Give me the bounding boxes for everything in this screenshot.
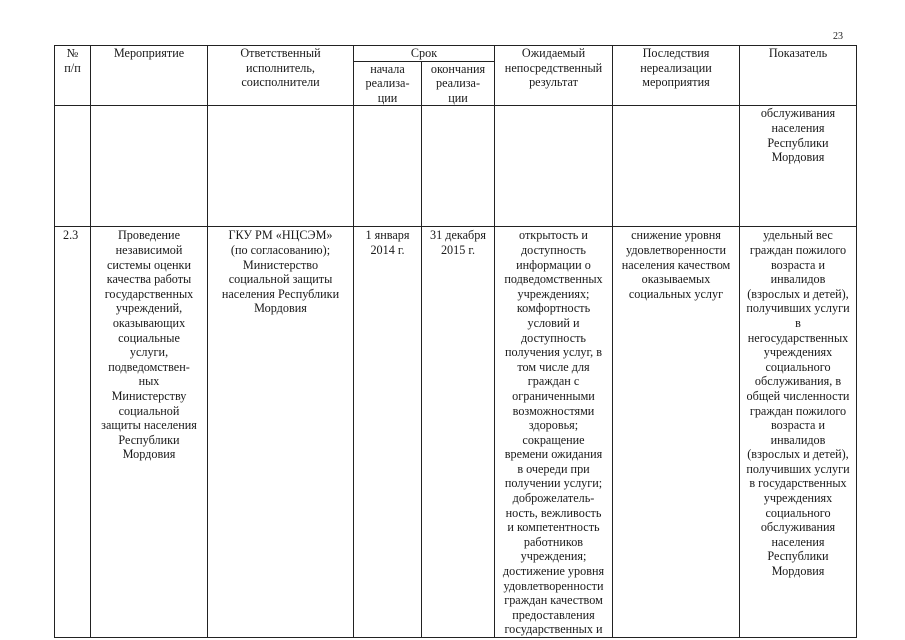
cell-empty [495, 106, 613, 227]
text-line: социальной [118, 403, 180, 418]
text-line: Мордовия [771, 150, 825, 165]
text-line: в очереди при [517, 461, 590, 476]
text-line: ГКУ РМ «НЦСЭМ» [228, 228, 333, 243]
text-line: населения [771, 534, 825, 549]
text-line: государственных и [504, 622, 603, 637]
cell-empty [55, 106, 91, 227]
text-line: учреждений, [115, 301, 183, 316]
text-line: социальные [118, 330, 180, 345]
text-line: защиты населения [101, 418, 197, 433]
cell-num: 2.3 [55, 227, 91, 638]
text-line: Министерство [242, 257, 319, 272]
text-line: получивших услуги [746, 301, 850, 316]
text-line: Мордовия [771, 564, 825, 579]
text-line: получения услуг, в [504, 345, 603, 360]
text-line: ограниченными [512, 388, 595, 403]
text-line: 2014 г. [370, 242, 405, 257]
header-term: Срок [354, 46, 495, 62]
text-line: граждан пожилого [749, 403, 847, 418]
text-line: том числе для [517, 359, 590, 374]
text-line: качества работы [106, 272, 192, 287]
text-line: обслуживания [760, 106, 836, 121]
cell-empty [354, 106, 422, 227]
text-line: общей численности [746, 388, 850, 403]
text-line: Ответственный [240, 46, 321, 60]
text-line: возраста и [771, 257, 825, 272]
text-line: Республики [118, 432, 180, 447]
text-line: реализа- [365, 76, 410, 91]
header-expected-result [495, 46, 613, 106]
cell-consequences [613, 227, 740, 638]
text-line: Ожидаемый [521, 46, 586, 60]
text-line: Министерству [111, 388, 187, 403]
text-line: системы оценки [106, 257, 191, 272]
text-line: работников [523, 534, 584, 549]
text-line: учреждениях [763, 491, 833, 506]
text-line: обслуживания, в [754, 374, 842, 389]
text-line: учреждениях [763, 345, 833, 360]
text-line: оказывающих [112, 315, 186, 330]
text-line: государственных [104, 286, 194, 301]
text-line: реализа- [435, 76, 481, 91]
cell-responsible [208, 227, 354, 638]
text-line: ции [448, 90, 468, 105]
text-line: Показатель [768, 46, 828, 60]
text-line: граждан пожилого [749, 242, 847, 257]
program-activities-table [54, 45, 857, 638]
text-line: (взрослых и детей), [747, 447, 849, 462]
text-line: п/п [64, 60, 81, 75]
text-line: Последствия [642, 46, 710, 60]
text-line: Мордовия [122, 447, 176, 462]
cell-indicator-continued [740, 106, 857, 227]
text-line: окончания [430, 61, 486, 76]
text-line: удовлетворенности [626, 242, 726, 257]
cell-indicator [740, 227, 857, 638]
cell-expected-result [495, 227, 613, 638]
text-line: и компетентность [507, 520, 600, 535]
text-line: комфортность [516, 301, 591, 316]
text-line: социальной защиты [228, 272, 333, 287]
text-line: исполнитель, [246, 60, 315, 75]
text-line: социальных услуг [628, 286, 724, 301]
text-line: доступность [520, 242, 586, 257]
text-line: в [795, 315, 801, 330]
text-line: в государственных [749, 476, 847, 491]
header-num [55, 46, 91, 106]
text-line: ции [377, 90, 398, 105]
header-term-end [422, 61, 495, 106]
text-line: ность, вежливость [505, 505, 602, 520]
text-line: негосударственных [747, 330, 849, 345]
text-line: подведомственных [504, 272, 603, 287]
text-line: независимой [115, 242, 183, 257]
header-activity [91, 46, 208, 106]
text-line: Республики [767, 549, 829, 564]
text-line: доступность [520, 330, 586, 345]
text-line: инвалидов [770, 432, 826, 447]
text-line: Республики [767, 135, 829, 150]
text-line: снижение уровня [631, 228, 721, 243]
text-line: подведомствен- [108, 359, 190, 374]
cell-term-end [422, 227, 495, 638]
text-line: № [66, 46, 79, 60]
text-line: возможностями [512, 403, 595, 418]
cell-term-start [354, 227, 422, 638]
text-line: социального [765, 505, 831, 520]
cell-activity [91, 227, 208, 638]
cell-empty [208, 106, 354, 227]
text-line: достижение уровня [502, 564, 605, 579]
text-line: учреждения; [520, 549, 587, 564]
text-line: населения [771, 120, 825, 135]
text-line: сокращение [522, 432, 585, 447]
text-line: населения Республики [221, 286, 340, 301]
text-line: удельный вес [763, 228, 833, 243]
text-line: открытость и [519, 228, 588, 243]
text-line: информации о [516, 257, 591, 272]
text-line: условий и [527, 315, 580, 330]
header-term-start [354, 61, 422, 106]
text-line: 31 декабря [430, 228, 486, 243]
text-line: Проведение [118, 228, 180, 243]
text-line: Мероприятие [113, 46, 185, 60]
text-line: возраста и [771, 418, 825, 433]
text-line: получивших услуги [746, 461, 850, 476]
text-line: результат [529, 75, 578, 90]
table-row [55, 106, 857, 227]
text-line: соисполнители [241, 75, 320, 90]
text-line: социального [765, 359, 831, 374]
text-line: услуги, [129, 345, 169, 360]
cell-empty [91, 106, 208, 227]
text-line: удовлетворенности [503, 578, 604, 593]
text-line: доброжелатель- [512, 491, 595, 506]
page-number: 23 [833, 31, 843, 42]
text-line: населения качеством [621, 257, 731, 272]
text-line: мероприятия [642, 75, 710, 90]
text-line: обслуживания [760, 520, 836, 535]
text-line: нереализации [640, 60, 712, 75]
text-line: (взрослых и детей), [747, 286, 849, 301]
text-line: непосредственный [504, 60, 603, 75]
text-line: 1 января [365, 228, 410, 243]
text-line: предоставления [512, 607, 595, 622]
text-line: граждан качеством [504, 593, 603, 608]
text-line: граждан с [527, 374, 580, 389]
cell-empty [422, 106, 495, 227]
header-responsible [208, 46, 354, 106]
text-line: времени ожидания [504, 447, 603, 462]
text-line: оказываемых [641, 272, 711, 287]
text-line: 2015 г. [440, 242, 476, 257]
text-line: учреждениях; [517, 286, 590, 301]
text-line: (по согласованию); [230, 242, 331, 257]
cell-empty [613, 106, 740, 227]
text-line: получении услуги; [504, 476, 603, 491]
text-line: начала [370, 61, 405, 76]
text-line: ных [138, 374, 160, 389]
table-row [55, 227, 857, 638]
text-line: здоровья; [528, 418, 579, 433]
header-consequences [613, 46, 740, 106]
header-indicator [740, 46, 857, 106]
text-line: инвалидов [770, 272, 826, 287]
text-line: Мордовия [254, 301, 307, 316]
